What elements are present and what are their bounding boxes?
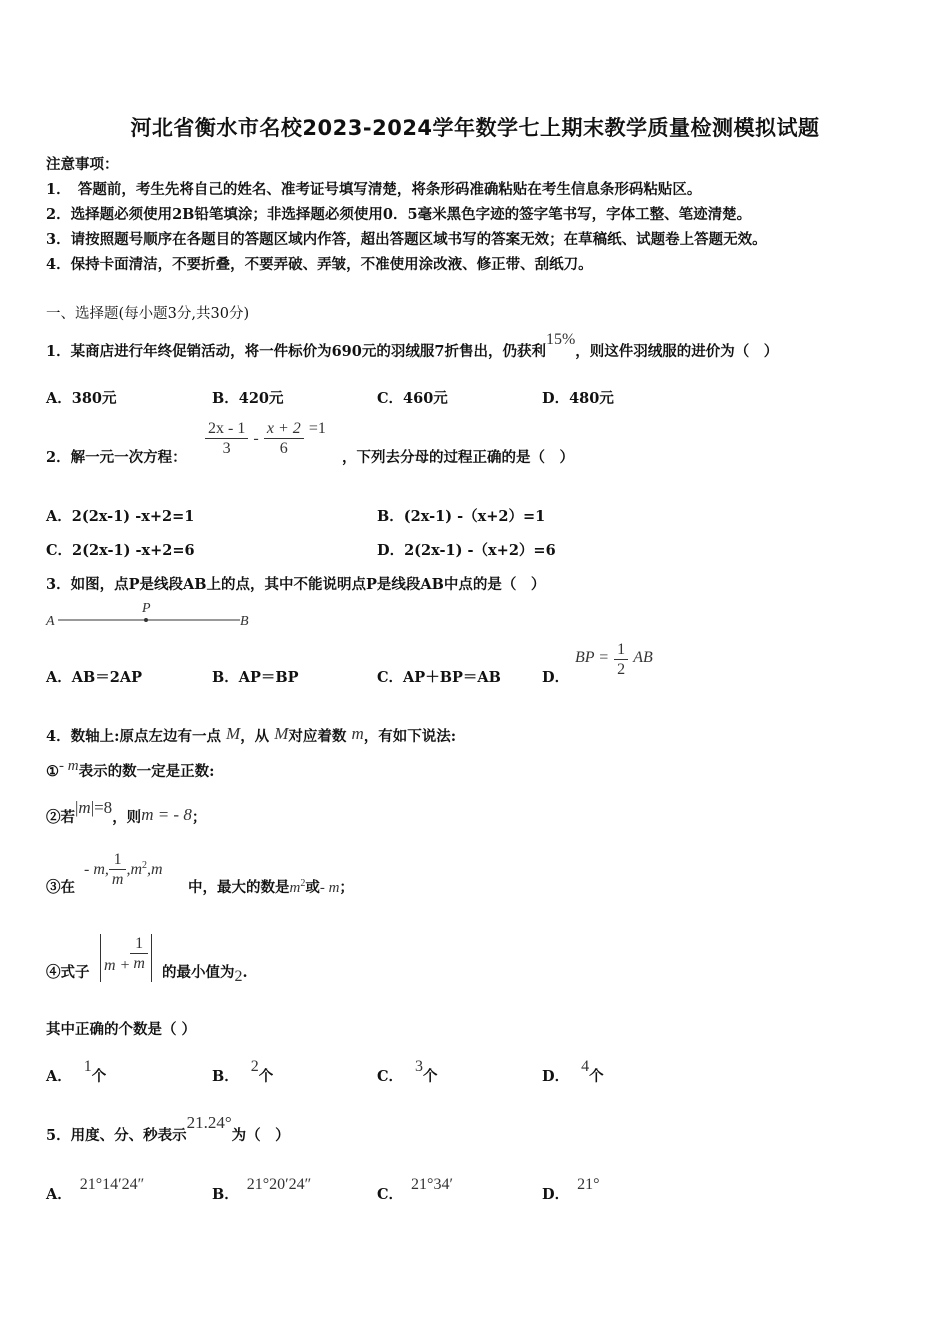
q4-s1-math: - m: [59, 758, 79, 774]
page-title: 河北省衡水市名校2023-2024学年数学七上期末教学质量检测模拟试题: [130, 116, 820, 140]
q2-option-d[interactable]: D．2(2x-1) -（x+2）=6: [377, 542, 556, 559]
q4-s3-mid: 中，最大的数是: [188, 879, 290, 896]
q5-option-c-label: C．: [377, 1186, 404, 1203]
q4-s3-or: 或: [305, 879, 320, 896]
q4-stem-a: 4．数轴上:原点左边有一点: [46, 728, 221, 745]
point-b-label: B: [240, 614, 249, 629]
q5-option-b-label: B．: [212, 1186, 239, 1203]
q4-stem: [46, 725, 456, 746]
q4-s3-ans: m: [289, 880, 301, 896]
q4-s4-den: m: [133, 955, 145, 973]
q4-s2-post: ；: [191, 809, 207, 826]
q4-s3-ans-sq: 2: [300, 878, 306, 890]
q4-statement-3-pre: ③在: [46, 879, 75, 896]
q4-option-c-label: C．: [377, 1068, 404, 1085]
q2-frac2-numerator: x + 2: [264, 419, 304, 439]
q1-rate: 15%: [545, 331, 576, 348]
q2-option-a[interactable]: A．2(2x-1) -x+2=1: [46, 508, 195, 525]
q2-frac2-denominator: 6: [279, 440, 288, 458]
q5-option-b[interactable]: [212, 1176, 312, 1204]
q4-option-c-num: 3: [415, 1058, 424, 1075]
q2-option-b[interactable]: B．(2x-1) -（x+2）=1: [377, 508, 546, 525]
q3-option-c[interactable]: C．AP＋BP＝AB: [377, 669, 501, 686]
q4-statement-4-math: [100, 934, 152, 982]
q4-s3-a: - m,: [84, 861, 109, 879]
q4-s2-abs-var: m: [78, 798, 91, 817]
q2-fraction-2: [264, 419, 304, 458]
q2-stem-a: 2．解一元一次方程：: [46, 449, 187, 466]
q4-s2-pre: ②若: [46, 809, 75, 826]
q1-stem-b: ，则这件羽绒服的进价为（ ）: [575, 343, 779, 360]
q5-option-c[interactable]: [377, 1176, 453, 1204]
q4-option-d-num: 4: [581, 1058, 590, 1075]
q4-option-a-unit: 个: [91, 1068, 107, 1085]
q2-minus: -: [253, 430, 259, 448]
q5-option-d-label: D．: [542, 1186, 570, 1203]
q1-option-d[interactable]: D．480元: [542, 390, 614, 407]
q4-s3-sq: 2: [142, 859, 148, 871]
q3-d-lhs: BP =: [575, 649, 610, 667]
q4-stem-d: ，有如下说法:: [363, 728, 457, 745]
q4-option-b-label: B．: [212, 1068, 239, 1085]
q4-option-c-unit: 个: [423, 1068, 438, 1085]
q5-stem-b: 为（ ）: [231, 1127, 290, 1144]
q4-statement-3-post: [188, 876, 354, 897]
q3-d-numerator: 1: [614, 640, 628, 660]
section-heading: 一、选择题(每小题3分,共30分): [46, 306, 250, 322]
q4-s2-abs: |m|=8: [75, 798, 113, 817]
q4-option-d[interactable]: [542, 1058, 604, 1086]
q5-option-b-value: 21°20′24″: [246, 1176, 312, 1193]
point-p-dot: [144, 618, 148, 622]
q1-stem-a: 1．某商店进行年终促销活动，将一件标价为690元的羽绒服7折售出，仍获利: [46, 343, 546, 360]
q4-option-b-num: 2: [250, 1058, 259, 1075]
q4-statement-3-math: [84, 850, 163, 889]
q4-s3-den: m: [111, 871, 124, 889]
q4-s2-mid: ，则: [112, 809, 142, 826]
q4-option-a[interactable]: [46, 1058, 107, 1086]
q2-frac1-denominator: 3: [222, 440, 231, 458]
point-a-label: A: [46, 614, 55, 629]
q4-stem-b: ，从: [240, 728, 270, 745]
q5-stem: [46, 1113, 290, 1145]
q4-option-c[interactable]: [377, 1058, 438, 1086]
q4-question: 其中正确的个数是（ ）: [46, 1021, 197, 1038]
q4-s3-c: ,m: [147, 861, 163, 879]
q3-option-d[interactable]: D．: [542, 669, 570, 686]
notice-item-3: 3．请按照题号顺序在各题目的答题区域内作答，超出答题区域书写的答案无效；在草稿纸、试题卷上答题无效。: [46, 231, 767, 248]
q4-option-b-unit: 个: [258, 1068, 274, 1085]
q4-s3-num: 1: [109, 850, 127, 870]
q4-s3-fraction: [109, 850, 127, 889]
q5-option-a[interactable]: [46, 1176, 145, 1204]
q4-s2-math: m = - 8: [141, 805, 192, 824]
point-p-label: P: [142, 601, 151, 616]
q3-d-fraction: [614, 640, 628, 679]
q4-stem-c: 对应着数: [288, 728, 347, 745]
q4-option-d-unit: 个: [589, 1068, 604, 1085]
q3-option-b[interactable]: B．AP＝BP: [212, 669, 299, 686]
q3-d-rhs: AB: [633, 649, 653, 667]
q4-M2: M: [274, 724, 289, 743]
q4-statement-4-post: [162, 961, 248, 985]
q2-equation: [205, 419, 326, 458]
q4-option-b[interactable]: [212, 1058, 274, 1086]
q2-stem-b: ，下列去分母的过程正确的是（ ）: [342, 449, 574, 466]
q3-segment-figure: [44, 598, 254, 632]
q4-s4-post: .: [242, 964, 248, 981]
q5-option-d-value: 21°: [577, 1176, 600, 1193]
q4-option-d-label: D．: [542, 1068, 570, 1085]
q3-stem: 3．如图，点P是线段AB上的点，其中不能说明点P是线段AB中点的是（ ）: [46, 576, 546, 593]
q4-s4-mid: 的最小值为: [162, 964, 235, 981]
q4-statement-4-pre: ④式子: [46, 964, 90, 981]
q3-option-a[interactable]: A．AB＝2AP: [46, 669, 142, 686]
q3-option-d-formula: [575, 640, 653, 679]
q1-option-a[interactable]: A．380元: [46, 390, 117, 407]
q4-m: m: [351, 724, 364, 743]
notice-item-4: 4．保持卡面清洁，不要折叠，不要弄破、弄皱，不准使用涂改液、修正带、刮纸刀。: [46, 256, 593, 273]
q4-s4-m: m +: [104, 957, 131, 975]
q4-statement-2: [46, 798, 207, 827]
notice-item-1: 1． 答题前，考生先将自己的姓名、准考证号填写清楚，将条形码准确粘贴在考生信息条形码粘贴区。: [46, 181, 702, 198]
q4-s3-b: ,m: [126, 861, 143, 879]
q4-s2-eq: =8: [94, 798, 113, 817]
q4-statement-1: [46, 760, 214, 781]
q1-stem: [46, 331, 779, 361]
q5-option-c-value: 21°34′: [411, 1176, 453, 1193]
q5-stem-a: 5．用度、分、秒表示: [46, 1127, 187, 1144]
notice-item-2: 2．选择题必须使用2B铅笔填涂；非选择题必须使用0．5毫米黑色字迹的签字笔书写，字体工整、笔迹清楚。: [46, 206, 752, 223]
q3-segment-svg: [44, 598, 254, 632]
q3-d-denominator: 2: [617, 661, 626, 679]
q4-s4-num: 1: [130, 934, 148, 954]
q4-s1-pre: ①: [46, 763, 59, 780]
q2-frac1-numerator: 2x - 1: [205, 419, 248, 439]
q4-s4-val: 2: [234, 968, 243, 985]
q4-s4-fraction: [130, 934, 148, 973]
q1-option-c[interactable]: C．460元: [377, 390, 448, 407]
q4-s3-post: ；: [339, 879, 354, 896]
q4-s3-ans2: - m: [319, 880, 340, 896]
q4-option-a-label: A．: [46, 1068, 72, 1085]
q5-value: 21.24°: [186, 1113, 232, 1132]
q2-option-c[interactable]: C．2(2x-1) -x+2=6: [46, 542, 195, 559]
q4-option-a-num: 1: [83, 1058, 92, 1075]
q4-s1-post: 表示的数一定是正数:: [78, 763, 215, 780]
q5-option-d[interactable]: [542, 1176, 600, 1204]
q5-option-a-value: 21°14′24″: [79, 1176, 145, 1193]
q2-fraction-1: [205, 419, 248, 458]
q1-option-b[interactable]: B．420元: [212, 390, 284, 407]
q2-equals: =1: [308, 420, 326, 438]
q4-M1: M: [226, 724, 241, 743]
q5-option-a-label: A．: [46, 1186, 72, 1203]
notice-heading: 注意事项：: [46, 156, 119, 173]
